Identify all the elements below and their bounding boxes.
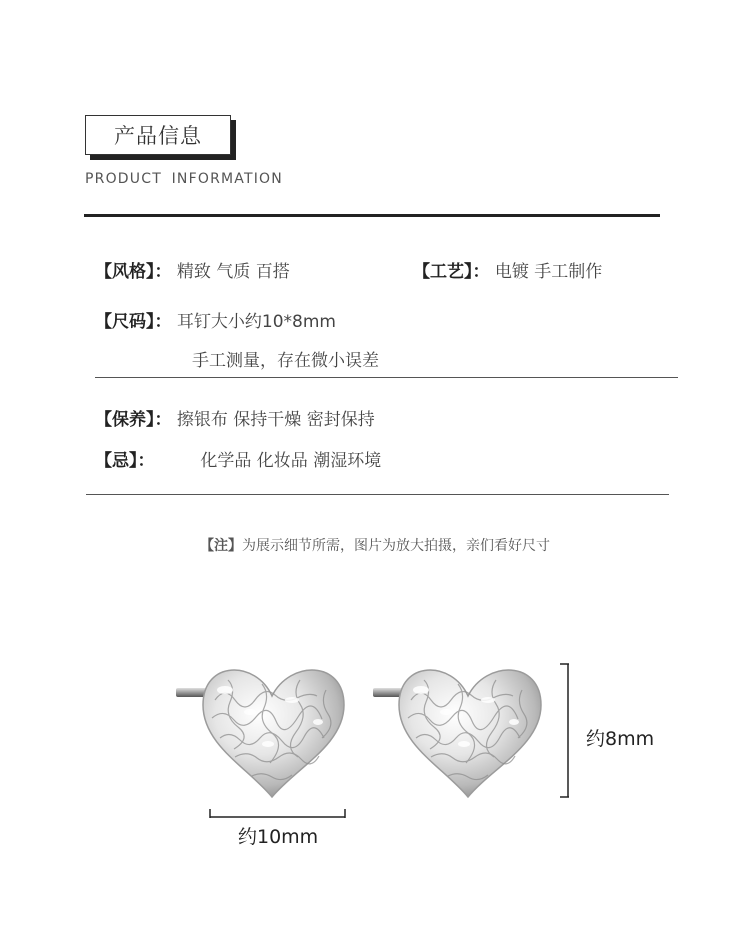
section-title: 产品信息 [114,124,202,148]
spec-care-label: 【保养】： [95,410,172,430]
height-label: 约8mm [586,728,655,750]
earring-left [176,670,344,797]
height-bracket [560,664,569,797]
spec-size-note: 手工测量，存在微小误差 [192,351,379,371]
earring-right [373,670,541,797]
spec-care-value: 擦银布 保持干燥 密封保持 [176,410,375,430]
width-bracket [210,809,345,818]
spec-style-label: 【风格】： [95,262,172,282]
section-subtitle: PRODUCT INFORMATION [85,171,283,187]
spec-avoid-label: 【忌】： [95,451,155,471]
spec-craft-label: 【工艺】： [413,262,490,282]
spec-avoid-value: 化学品 化妆品 潮湿环境 [200,451,382,471]
spec-size-value: 耳钉大小约10*8mm [176,312,336,332]
spec-style-value: 精致 气质 百搭 [176,262,290,282]
spec-size-label: 【尺码】： [95,312,172,332]
footnote-text: 为展示细节所需，图片为放大拍摄，亲们看好尺寸 [242,538,550,554]
spec-craft-value: 电镀 手工制作 [494,262,603,282]
footnote-label: 【注】 [200,538,242,554]
width-label: 约10mm [238,826,319,848]
